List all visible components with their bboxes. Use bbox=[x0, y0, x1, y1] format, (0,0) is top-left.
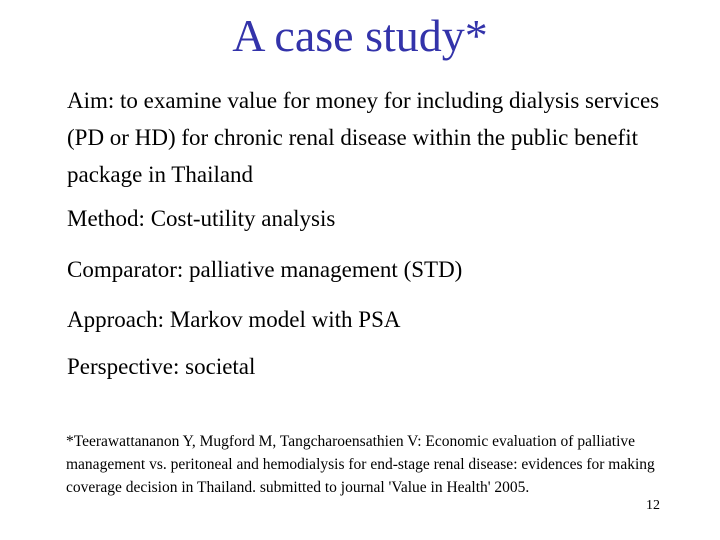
method-text: Method: Cost-utility analysis bbox=[67, 206, 336, 231]
perspective-text: Perspective: societal bbox=[67, 354, 256, 379]
citation-footnote: *Teerawattananon Y, Mugford M, Tangcharoensathien V: Economic evaluation of palliative management vs. peritoneal and hemodialysis for end-stage renal disease: evidences for making coverage decision in Thailand. submitted to journal 'Value in Health' 2005. bbox=[66, 433, 655, 496]
approach-text: Approach: Markov model with PSA bbox=[67, 307, 401, 332]
comparator-text: Comparator: palliative management (STD) bbox=[67, 257, 463, 282]
page-number: 12 bbox=[646, 498, 660, 513]
aim-text: Aim: to examine value for money for including dialysis services (PD or HD) for chronic renal disease within the public benefit package in Thailand bbox=[67, 88, 660, 187]
slide-title: A case study* bbox=[232, 10, 488, 61]
